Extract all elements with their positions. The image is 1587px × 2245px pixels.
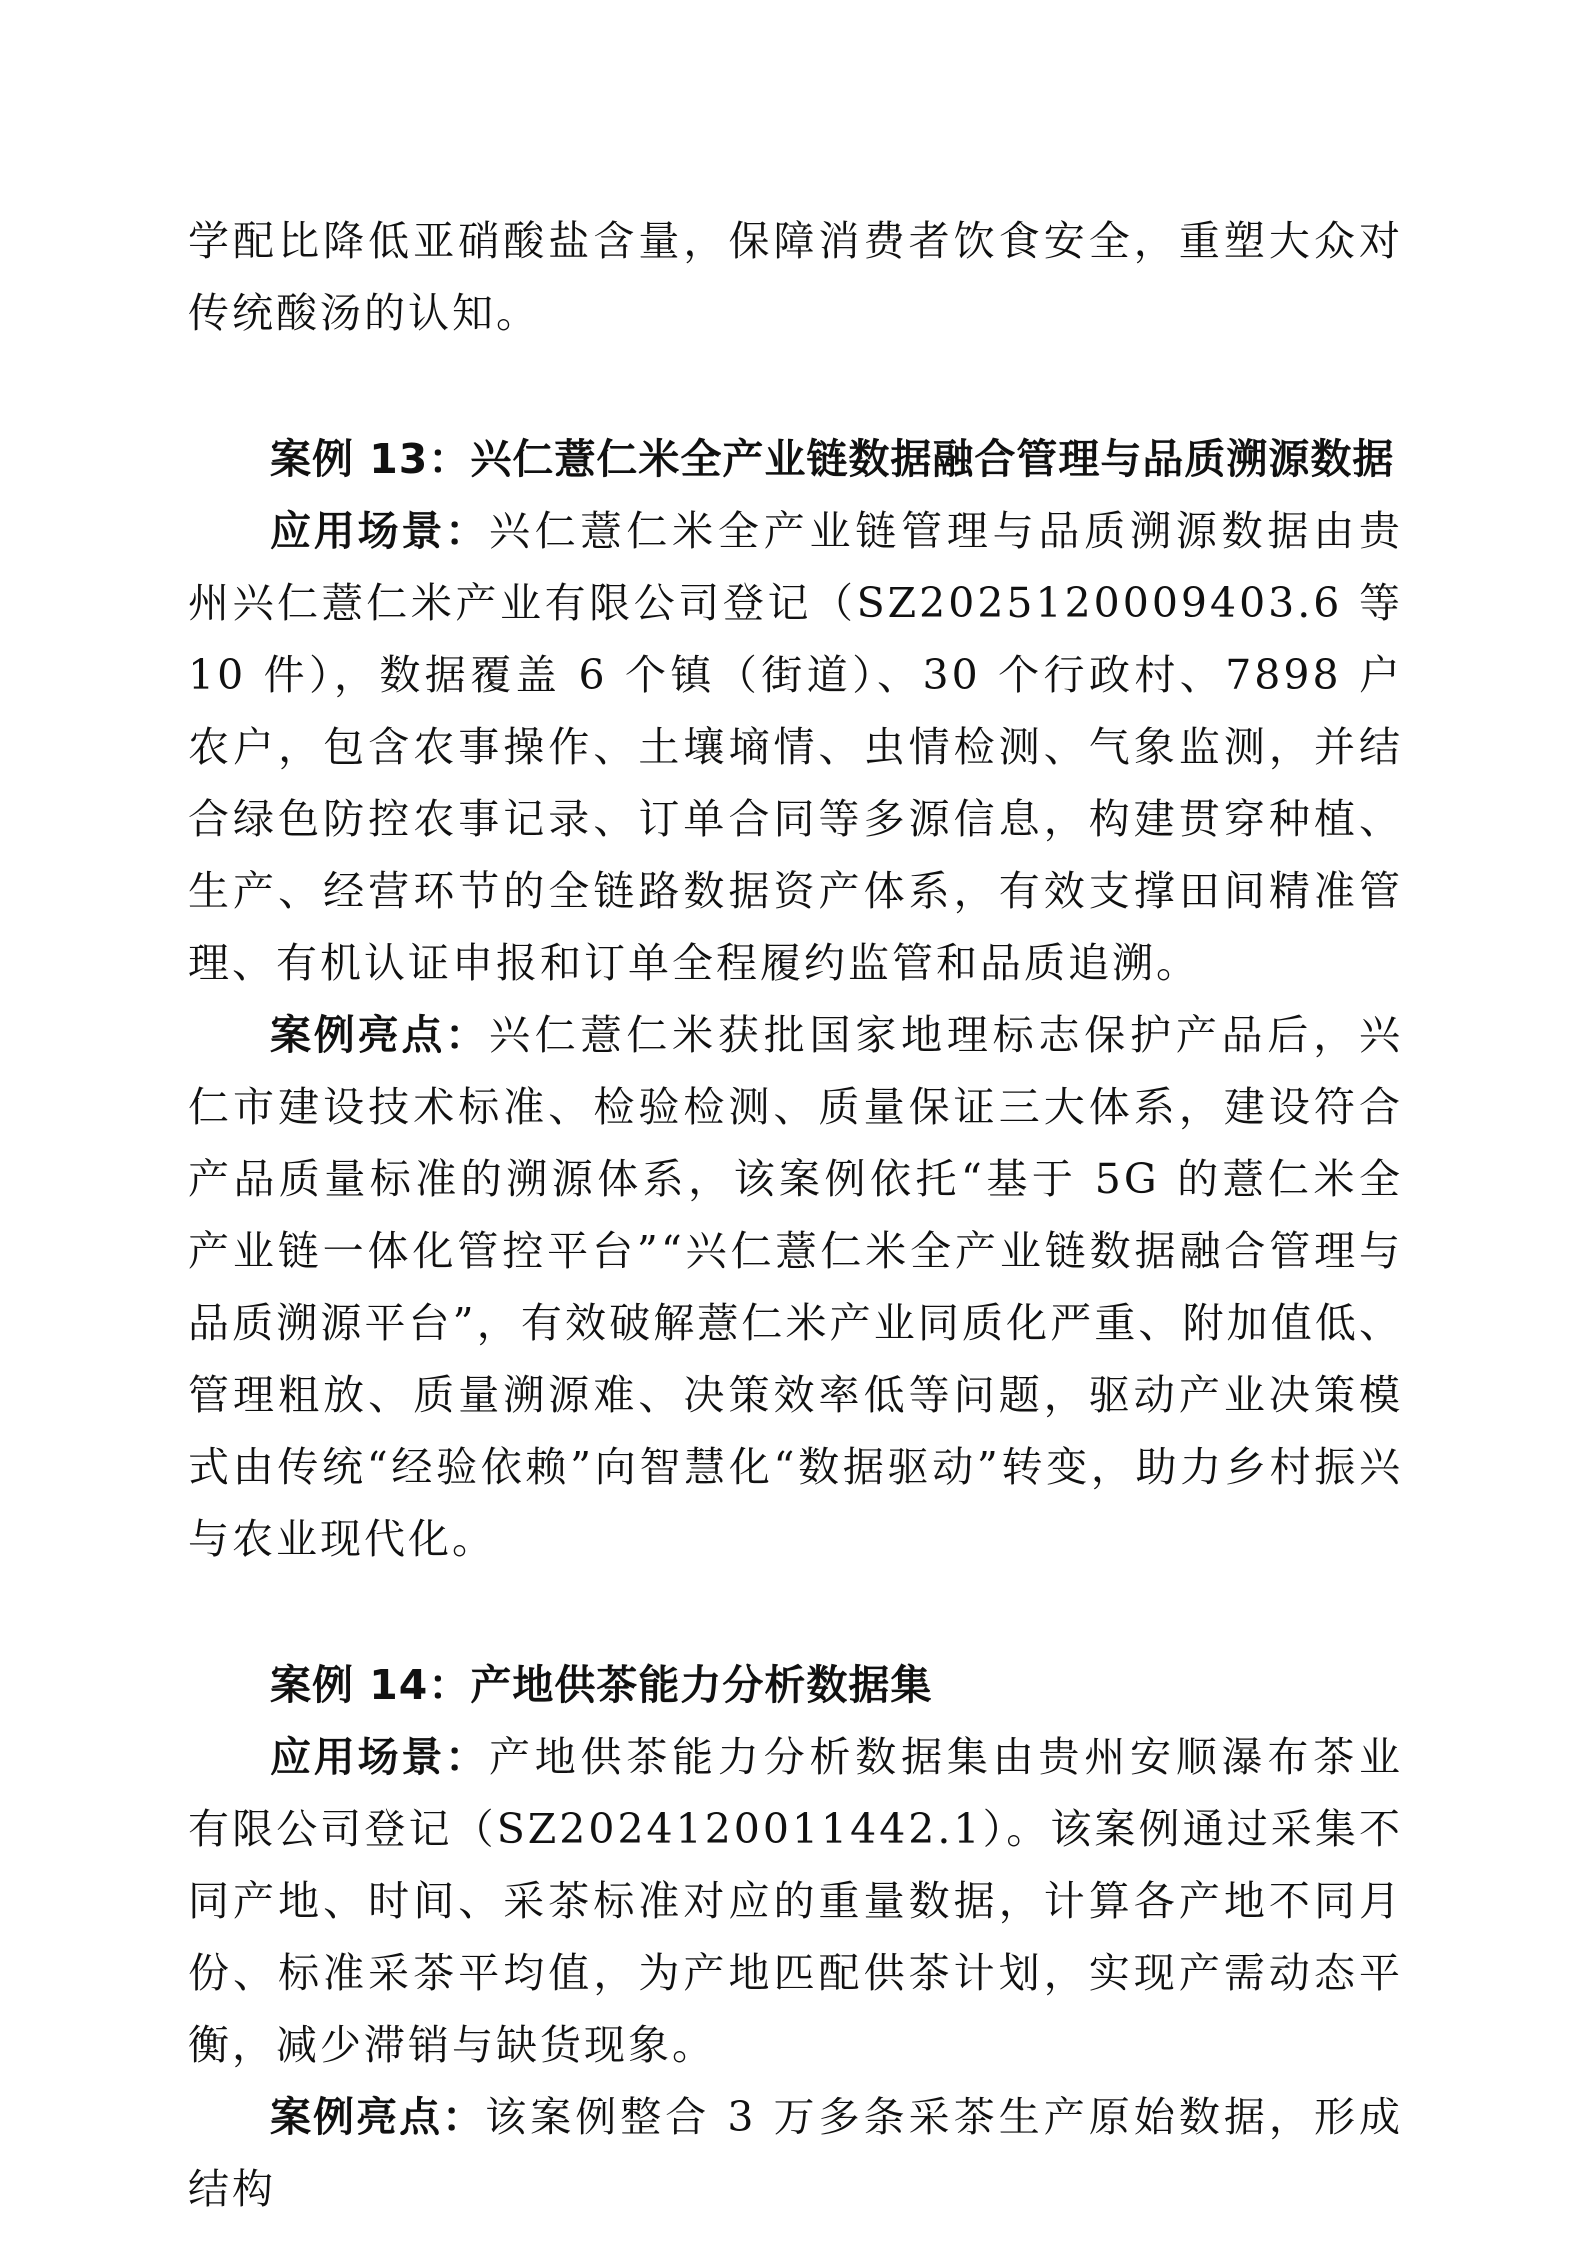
case13-highlight-text: 兴仁薏仁米获批国家地理标志保护产品后，兴仁市建设技术标准、检验检测、质量保证三大体系，建设符合产品质量标准的溯源体系，该案例依托“基于 5G 的薏仁米全产业链一体化管控平台”“兴仁薏仁米全产业链数据融合管理与品质溯源平台”，有效破解薏仁米产业同质化严重、附加值低、管理粗放、质量溯源难、决策效率低等问题，驱动产业决策模式由传统“经验依赖”向智慧化“数据驱动”转变，助力乡村振兴与农业现代化。: [188, 1011, 1404, 1563]
case13-highlight-label: 案例亮点：: [270, 1011, 489, 1059]
case13-scenario-text: 兴仁薏仁米全产业链管理与品质溯源数据由贵州兴仁薏仁米产业有限公司登记（SZ2025120009403.6 等 10 件），数据覆盖 6 个镇（街道）、30 个行政村、7898 户农户，包含农事操作、土壤墒情、虫情检测、气象监测，并结合绿色防控农事记录、订单合同等多源信息，构建贯穿种植、生产、经营环节的全链路数据资产体系，有效支撑田间精准管理、有机认证申报和订单全程履约监管和品质追溯。: [188, 507, 1404, 987]
case13-scenario-paragraph: [188, 495, 1403, 999]
section-gap: [188, 1575, 1403, 1649]
case14-highlight-label: 案例亮点：: [270, 2093, 486, 2141]
case13-highlight-paragraph: [188, 999, 1403, 1575]
intro-paragraph: 学配比降低亚硝酸盐含量，保障消费者饮食安全，重塑大众对传统酸汤的认知。: [188, 217, 1403, 337]
case14-scenario-text: 产地供茶能力分析数据集由贵州安顺瀑布茶业有限公司登记（SZ2024120011442.1）。该案例通过采集不同产地、时间、采茶标准对应的重量数据，计算各产地不同月份、标准采茶平均值，为产地匹配供茶计划，实现产需动态平衡，减少滞销与缺货现象。: [188, 1733, 1404, 2069]
section-gap: [188, 349, 1403, 423]
case13-title: 案例 13：兴仁薏仁米全产业链数据融合管理与品质溯源数据: [270, 435, 1395, 483]
case14-highlight-text: 该案例整合 3 万多条采茶生产原始数据，形成结构: [188, 2093, 1403, 2213]
case14-title: 案例 14：产地供茶能力分析数据集: [270, 1661, 933, 1709]
document-page: [188, 205, 1403, 2225]
case14-scenario-label: 应用场景：: [270, 1733, 489, 1781]
case13-scenario-label: 应用场景：: [270, 507, 489, 555]
case14-highlight-paragraph: [188, 2081, 1403, 2225]
case14-scenario-paragraph: [188, 1721, 1403, 2081]
